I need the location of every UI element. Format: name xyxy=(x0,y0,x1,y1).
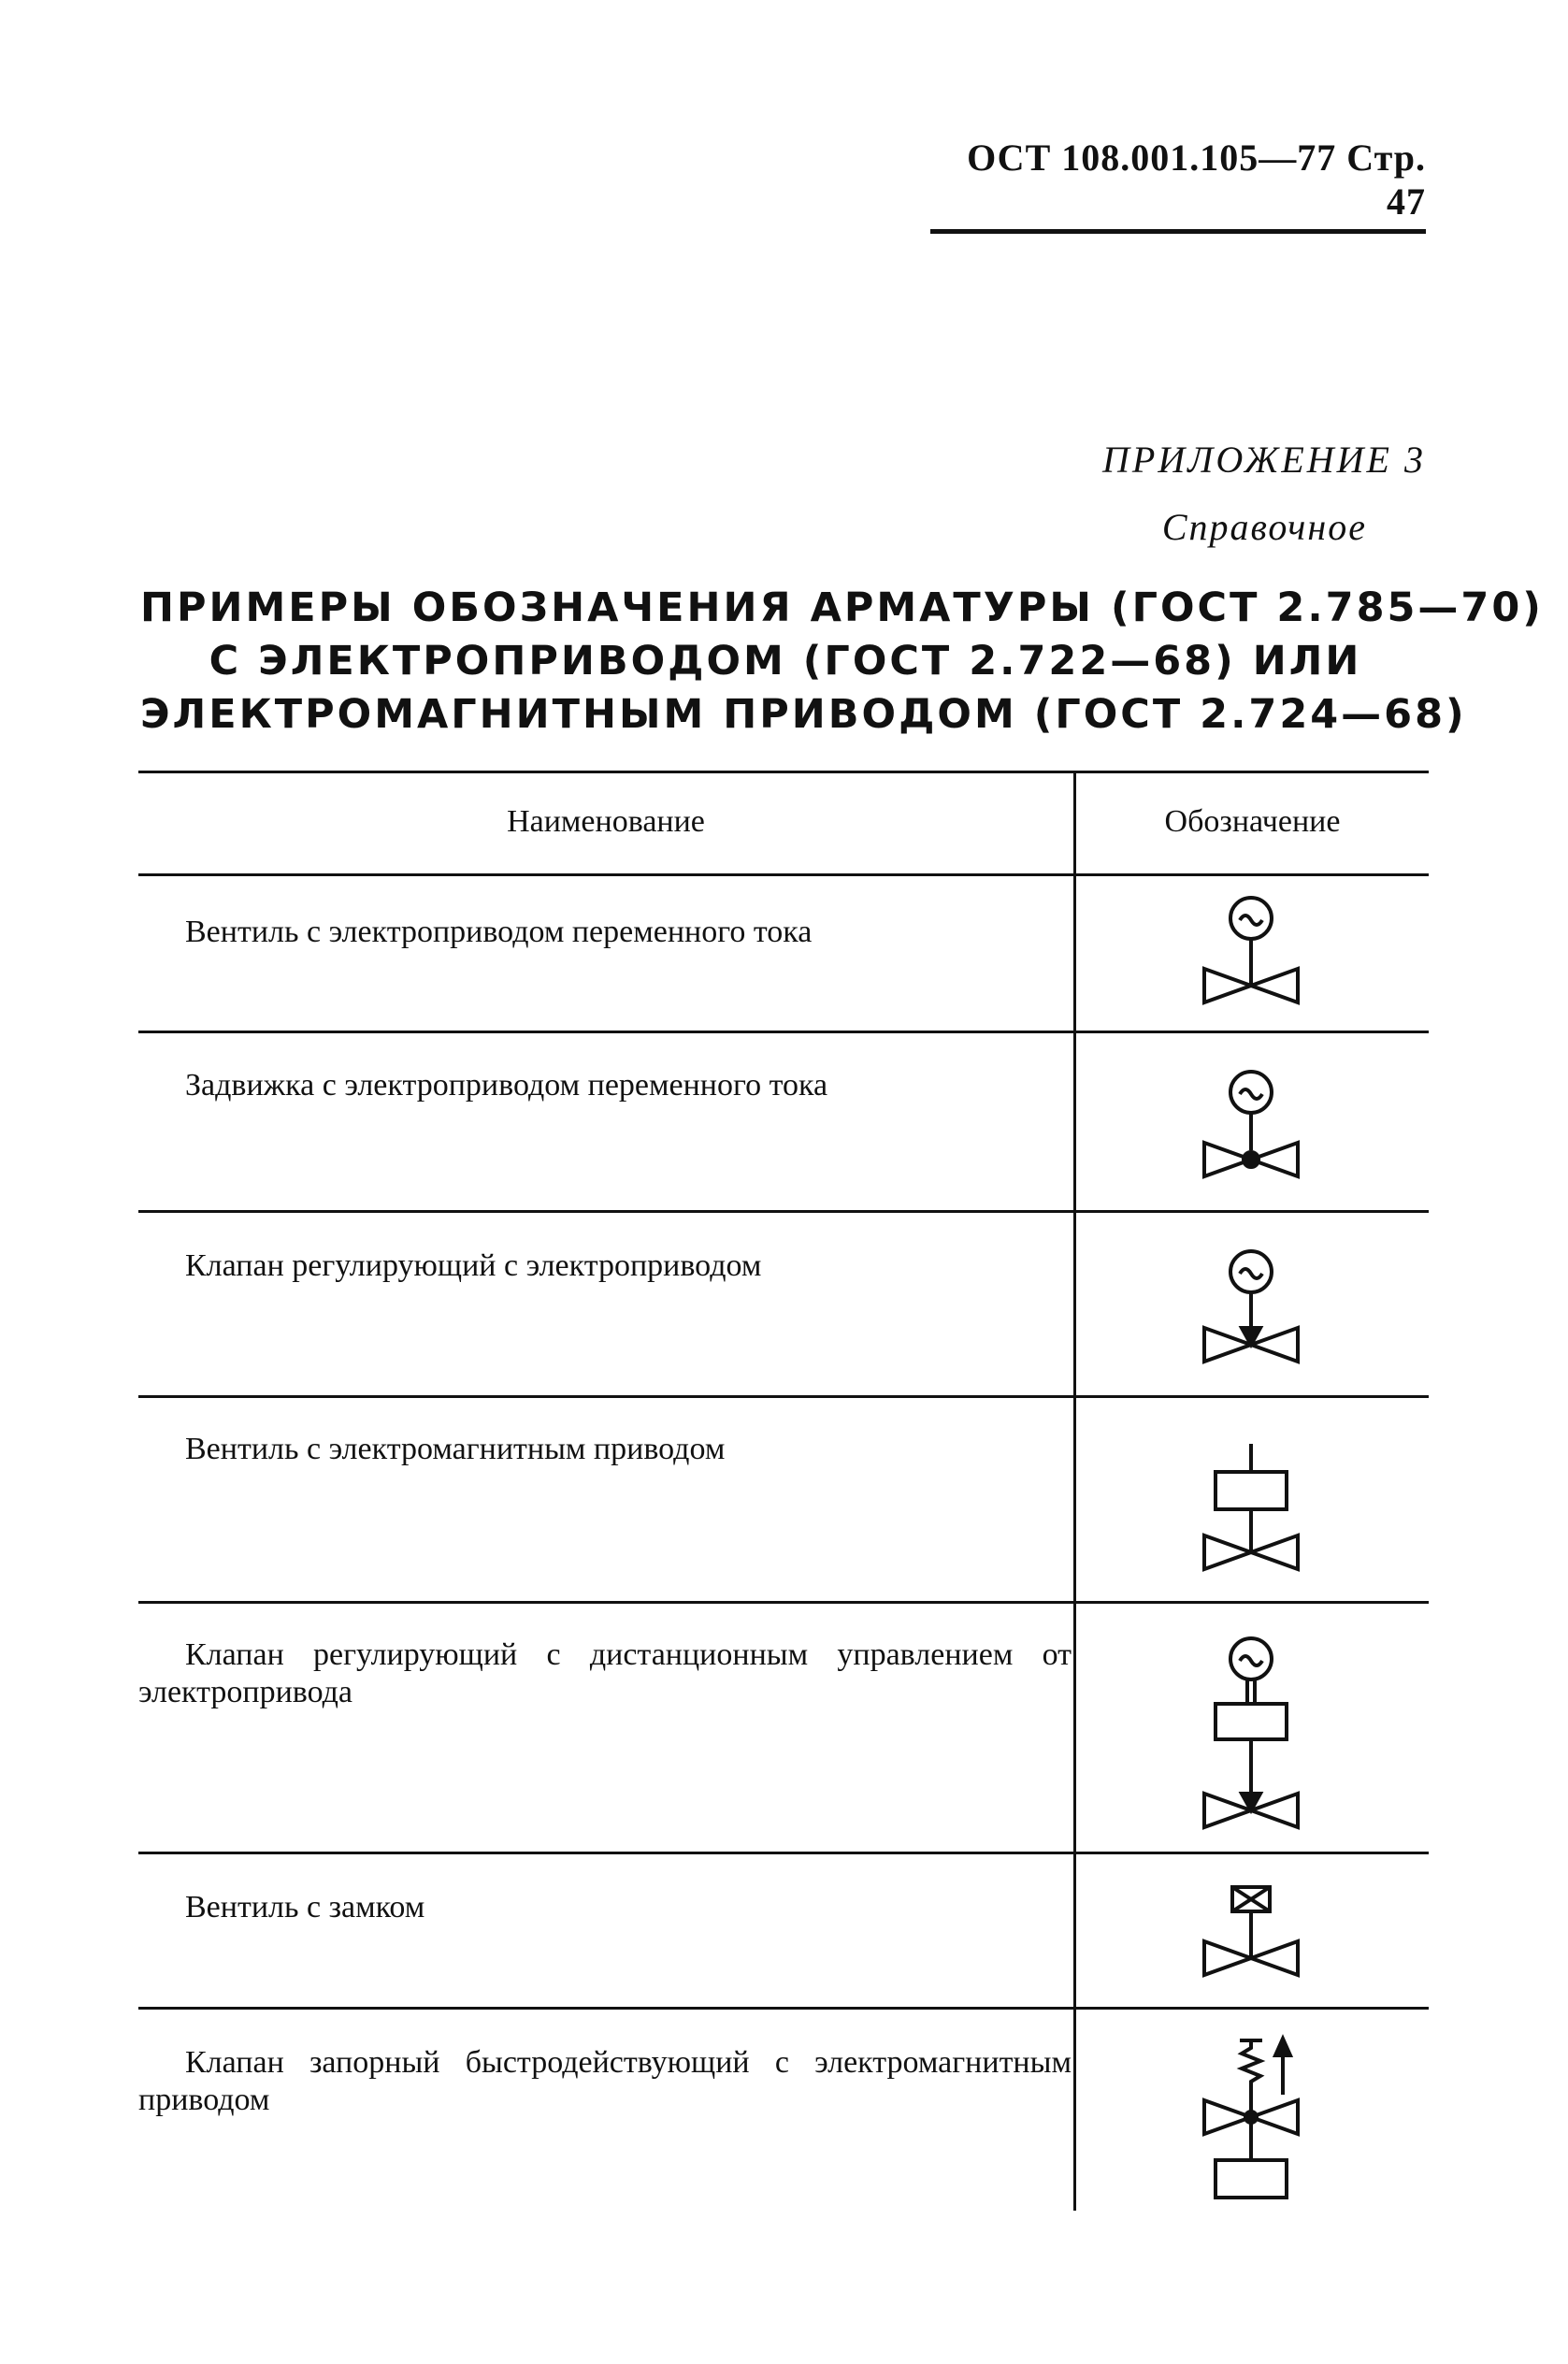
valve-lock-symbol xyxy=(1111,1874,1391,2005)
title-line-1: ПРИМЕРЫ ОБОЗНАЧЕНИЯ АРМАТУРЫ (ГОСТ 2.785—70) xyxy=(140,584,1544,631)
gate-valve-ac-drive-symbol xyxy=(1111,1059,1391,1199)
row-2-name: Задвижка с электроприводом переменного тока xyxy=(185,1068,828,1103)
table-rule-header xyxy=(138,873,1429,876)
column-header-name: Наименование xyxy=(507,804,705,839)
valve-ac-drive-symbol xyxy=(1111,892,1391,1023)
row-1-name: Вентиль с электроприводом переменного тока xyxy=(185,915,813,949)
table-rule-top xyxy=(138,771,1429,773)
title-line-2: С ЭЛЕКТРОПРИВОДОМ (ГОСТ 2.722—68) ИЛИ xyxy=(209,638,1362,685)
table-rule-row-3 xyxy=(138,1395,1429,1398)
row-4-name: Вентиль с электромагнитным приводом xyxy=(185,1432,726,1466)
table-rule-row-1 xyxy=(138,1031,1429,1033)
title-line-3: ЭЛЕКТРОМАГНИТНЫМ ПРИВОДОМ (ГОСТ 2.724—68) xyxy=(140,691,1467,738)
row-7-name: Клапан запорный быстродействующий с электромагнитным приводом xyxy=(138,2045,1072,2117)
table-rule-row-5 xyxy=(138,1852,1429,1854)
document-title xyxy=(140,582,1544,742)
running-header: ОСТ 108.001.105—77 Стр. 47 xyxy=(930,136,1426,234)
fast-shutoff-valve-electromagnetic-symbol xyxy=(1111,2020,1391,2207)
appendix-label: ПРИЛОЖЕНИЕ 3 xyxy=(1102,439,1426,481)
valve-electromagnetic-drive-symbol xyxy=(1111,1425,1391,1593)
row-3-name: Клапан регулирующий с электроприводом xyxy=(185,1248,762,1283)
table-rule-row-6 xyxy=(138,2007,1429,2010)
row-5-name: Клапан регулирующий с дистанционным управлением от электропривода xyxy=(138,1637,1072,1709)
column-header-symbol: Обозначение xyxy=(1164,804,1341,839)
table-rule-row-4 xyxy=(138,1601,1429,1604)
table-column-divider xyxy=(1073,771,1076,2211)
control-valve-remote-electric-symbol xyxy=(1111,1631,1391,1846)
row-6-name: Вентиль с замком xyxy=(185,1890,425,1924)
table-rule-row-2 xyxy=(138,1210,1429,1213)
appendix-type: Справочное xyxy=(1161,506,1367,548)
control-valve-electric-drive-symbol xyxy=(1111,1238,1391,1388)
